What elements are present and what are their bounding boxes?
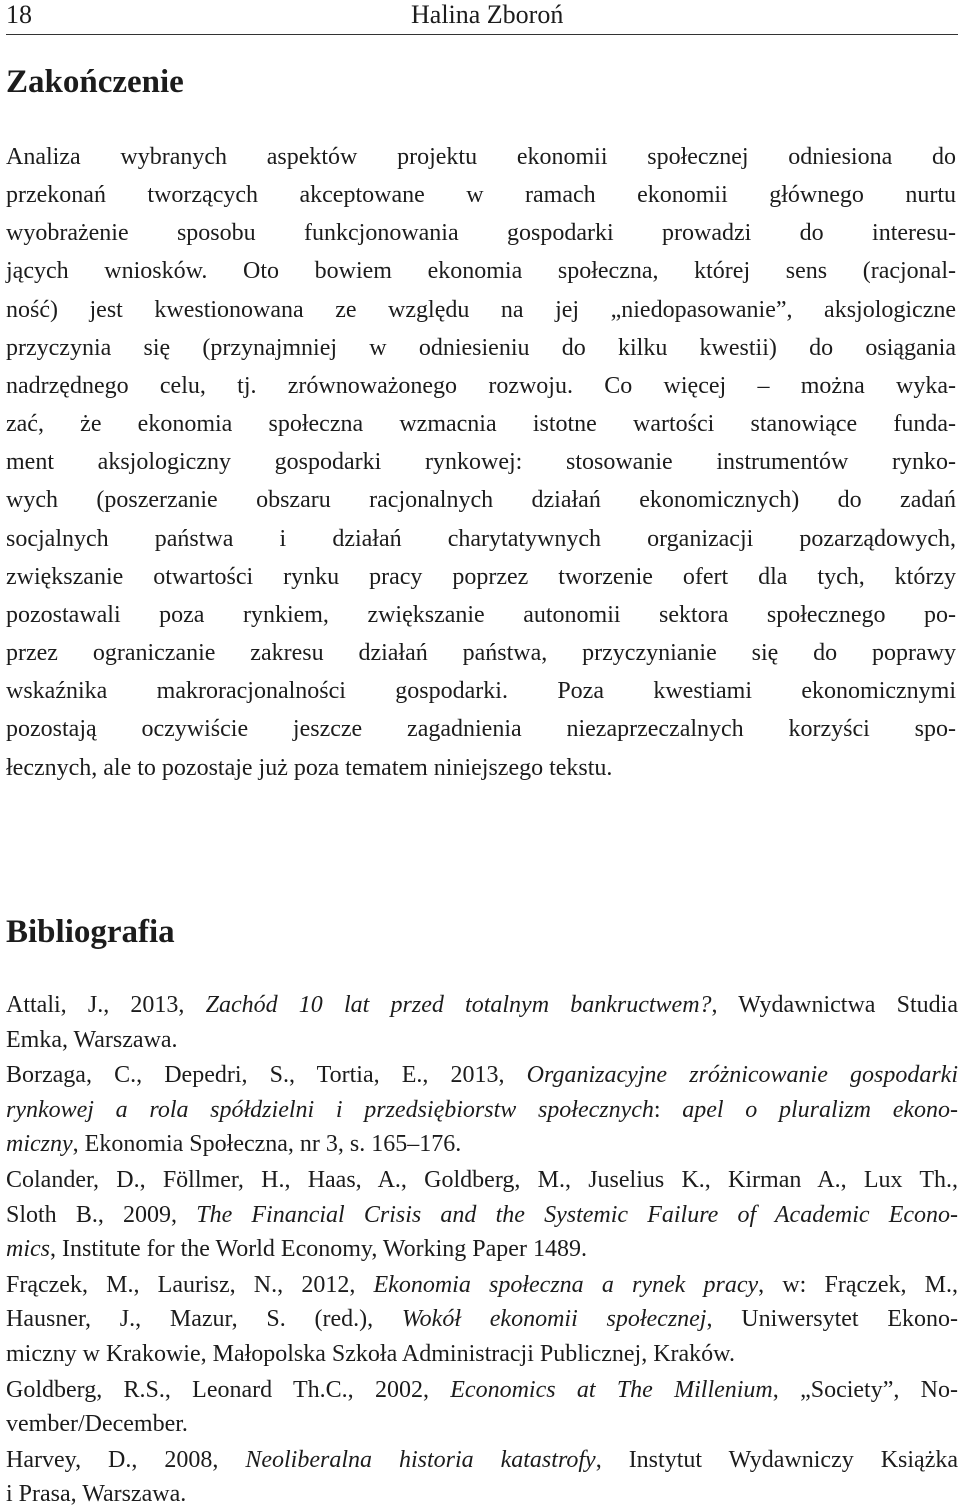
paragraph-line: wych (poszerzanie obszaru racjonalnych działań ekonomicznych) do zadań [6, 487, 956, 514]
entry-line: Emka, Warszawa. [6, 1026, 178, 1053]
entry-line: Colander, D., Föllmer, H., Haas, A., Goldberg, M., Juselius K., Kirman A., Lux Th., [6, 1167, 958, 1194]
page-number: 18 [6, 0, 32, 29]
entry-line: miczny, Ekonomia Społeczna, nr 3, s. 165–176. [6, 1131, 462, 1158]
entry-line: Harvey, D., 2008, Neoliberalna historia katastrofy, Instytut Wydawniczy Książka [6, 1446, 959, 1473]
paragraph-line: Analiza wybranych aspektów projektu ekonomii społecznej odniesiona do [6, 144, 956, 170]
running-head-author: Halina Zboroń [411, 0, 564, 29]
bibliography-entry [6, 1373, 958, 1442]
paragraph-line: socjalnych państwa i działań charytatywnych organizacji pozarządowych, [6, 525, 956, 552]
paragraph-line: przekonań tworzących akceptowane w ramach ekonomii głównego nurtu [6, 182, 956, 209]
paragraph-line: ment aksjologiczny gospodarki rynkowej: stosowanie instrumentów rynko- [6, 449, 956, 476]
bibliography-entry [6, 1443, 958, 1512]
paragraph-line: przyczynia się (przynajmniej w odniesieniu do kilku kwestii) do osiągania [6, 334, 956, 361]
paragraph-line: łecznych, ale to pozostaje już poza tematem niniejszego tekstu. [6, 754, 613, 781]
paragraph-line: wskaźnika makroracjonalności gospodarki. Poza kwestiami ekonomicznymi [6, 678, 956, 705]
paragraph-line: wyobrażenie sposobu funkcjonowania gospodarki prowadzi do interesu- [6, 220, 956, 247]
entry-line: i Prasa, Warszawa. [6, 1481, 187, 1508]
paragraph-line: pozostawali poza rynkiem, zwiększanie autonomii sektora społecznego po- [6, 601, 956, 628]
paragraph-line: zać, że ekonomia społeczna wzmacnia istotne wartości stanowiące funda- [6, 411, 956, 438]
paragraph-line: ność) jest kwestionowana ze względu na jej „niedopasowanie”, aksjologiczne [6, 296, 956, 323]
section-title-bibliography: Bibliografia [6, 914, 175, 950]
entry-line: Hausner, J., Mazur, S. (red.), Wokół ekonomii społecznej, Uniwersytet Ekono- [6, 1306, 958, 1333]
paragraph-line: zwiększanie otwartości rynku pracy poprzez tworzenie ofert dla tych, którzy [6, 563, 956, 590]
entry-line: Goldberg, R.S., Leonard Th.C., 2002, Economics at The Millenium, „Society”, No- [6, 1376, 958, 1403]
entry-line: rynkowej a rola spółdzielni i przedsiębiorstw społecznych: apel o pluralizm ekono- [6, 1096, 958, 1123]
bibliography-entry [6, 988, 958, 1057]
entry-line: miczny w Krakowie, Małopolska Szkoła Administracji Publicznej, Kraków. [6, 1340, 735, 1367]
bibliography-entry [6, 1058, 958, 1162]
page-header [6, 0, 958, 35]
bibliography-entry [6, 1268, 958, 1372]
paragraph-line: pozostają oczywiście jeszcze zagadnienia niezaprzeczalnych korzyści spo- [6, 716, 956, 743]
entry-line: Frączek, M., Laurisz, N., 2012, Ekonomia społeczna a rynek pracy, w: Frączek, M., [6, 1271, 958, 1298]
bibliography-entry [6, 1163, 958, 1267]
paragraph-line: jących wniosków. Oto bowiem ekonomia społeczna, której sens (racjonal- [6, 258, 956, 285]
entry-line: Sloth B., 2009, The Financial Crisis and the Systemic Failure of Academic Econo- [6, 1201, 958, 1228]
conclusion-paragraph [6, 138, 956, 787]
bibliography-list [6, 988, 958, 1512]
entry-line: Attali, J., 2013, Zachód 10 lat przed totalnym bankructwem?, Wydawnictwa Studia [6, 992, 958, 1018]
entry-line: mics, Institute for the World Economy, Working Paper 1489. [6, 1236, 587, 1263]
paragraph-line: nadrzędnego celu, tj. zrównoważonego rozwoju. Co więcej – można wyka- [6, 372, 956, 399]
paragraph-line: przez ograniczanie zakresu działań państwa, przyczynianie się do poprawy [6, 640, 956, 667]
section-title-conclusion: Zakończenie [6, 64, 184, 100]
entry-line: vember/December. [6, 1411, 188, 1438]
entry-line: Borzaga, C., Depedri, S., Tortia, E., 2013, Organizacyjne zróżnicowanie gospodarki [6, 1062, 958, 1089]
